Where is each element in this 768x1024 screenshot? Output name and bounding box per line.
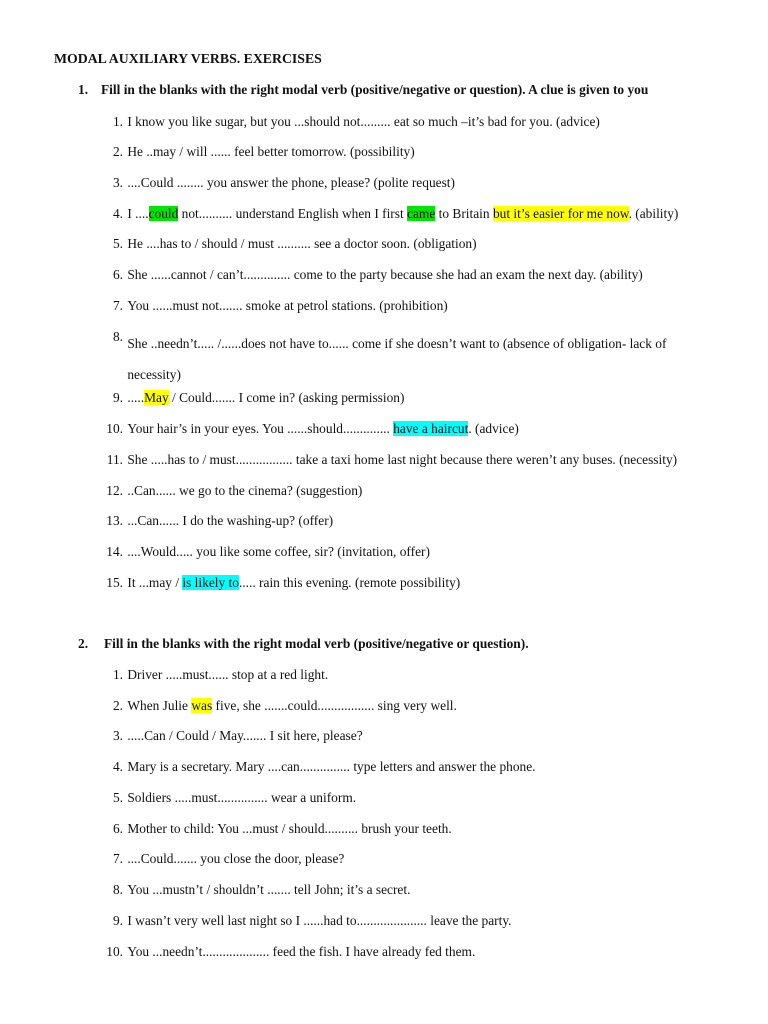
text-segment: You ...mustn’t / shouldn’t ....... tell John; it’s a secret. [127,882,411,897]
section-number: 2. [78,636,89,651]
exercise-item [100,944,475,960]
text-segment: I know you like sugar, but you ...should not......... eat so much –it’s bad for you. (advice) [127,114,600,129]
item-text [127,390,404,406]
item-text [127,882,410,898]
exercise-item [100,114,600,130]
item-text [127,944,475,960]
text-segment: Soldiers .....must............... wear a uniform. [127,790,357,805]
item-number: 4. [112,759,123,774]
exercise-item [100,851,344,867]
highlighted-text: was [191,698,213,713]
item-text [127,114,600,130]
section-heading-1 [78,82,648,98]
exercise-item [100,483,362,499]
item-number: 11. [106,452,123,467]
item-number: 6. [112,267,123,282]
text-segment: ..... rain this evening. (remote possibility) [238,575,461,590]
item-text [127,821,451,837]
text-segment: Your hair’s in your eyes. You ......should.............. [127,421,394,436]
exercise-item [100,236,477,252]
exercise-item [100,667,328,683]
exercise-item [100,821,452,837]
text-segment: ..... [127,390,145,405]
text-segment: ..Can...... we go to the cinema? (suggestion) [127,483,363,498]
text-segment: Driver .....must...... stop at a red light. [127,667,329,682]
text-segment: I wasn’t very well last night so I ......had to..................... leave the party. [127,913,512,928]
item-text [127,698,457,714]
text-segment: When Julie [127,698,192,713]
item-number: 5. [112,236,123,251]
text-segment: Mother to child: You ...must / should.......... brush your teeth. [127,821,452,836]
item-text [127,206,678,222]
item-number: 12. [106,483,123,498]
item-number: 3. [112,728,123,743]
item-text [127,144,414,160]
item-text [127,236,476,252]
section-heading-text: Fill in the blanks with the right modal verb (positive/negative or question). [104,636,529,651]
text-segment: to Britain [435,206,493,221]
item-number: 13. [106,513,123,528]
text-segment: He ....has to / should / must .......... see a doctor soon. (obligation) [127,236,477,251]
text-segment: .....Can / Could / May....... I sit here, please? [127,728,363,743]
exercise-item [100,759,536,775]
item-number: 15. [106,575,123,590]
text-segment: five, she .......could................. sing very well. [212,698,457,713]
text-segment: ....Would..... you like some coffee, sir? (invitation, offer) [127,544,430,559]
item-text [127,267,642,283]
exercise-item [100,298,448,314]
section-heading-text: Fill in the blanks with the right modal verb (positive/negative or question). A clue is given to you [101,82,649,97]
item-text [127,728,362,744]
exercise-item [100,913,512,929]
item-text [127,175,455,191]
item-text [127,329,717,390]
text-segment: . (advice) [468,421,519,436]
text-segment: It ...may / [127,575,183,590]
item-text [127,913,511,929]
document-title: MODAL AUXILIARY VERBS. EXERCISES [54,51,322,66]
item-number: 7. [112,851,123,866]
item-number: 8. [112,329,123,344]
exercise-item [100,698,457,714]
section-heading-2 [78,636,529,652]
item-number: 2. [112,698,123,713]
item-text [127,851,344,867]
item-text [127,575,460,591]
item-text [127,667,328,683]
exercise-item [100,728,363,744]
item-text [127,790,356,806]
text-segment: Mary is a secretary. Mary ....can............... type letters and answer the phone. [127,759,536,774]
exercise-item [100,421,519,437]
item-number: 1. [112,114,123,129]
item-text [127,452,677,468]
item-number: 10. [106,944,123,959]
exercise-item [100,790,356,806]
exercise-item [100,144,415,160]
exercise-item [100,175,455,191]
text-segment: He ..may / will ...... feel better tomorrow. (possibility) [127,144,415,159]
highlighted-text: could [148,206,179,221]
exercise-item [100,206,678,222]
exercise-item [100,513,333,529]
item-number: 14. [106,544,123,559]
exercise-item [100,544,430,560]
item-number: 6. [112,821,123,836]
item-text [127,421,519,437]
item-number: 9. [112,913,123,928]
exercise-item [100,267,643,283]
exercise-item [100,452,677,468]
exercise-item [100,390,404,406]
item-number: 10. [106,421,123,436]
exercise-item [100,882,410,898]
text-segment: You ......must not....... smoke at petrol stations. (prohibition) [127,298,448,313]
item-number: 4. [112,206,123,221]
item-text [127,544,430,560]
section-number: 1. [78,82,89,97]
item-text [127,483,362,499]
text-segment: ....Could....... you close the door, please? [127,851,345,866]
item-text [127,513,333,529]
text-segment: I .... [127,206,149,221]
text-segment: She .....has to / must................. take a taxi home last night because there weren’t any buses. (necessity) [127,452,678,467]
text-segment: not.......... understand English when I first [178,206,408,221]
item-number: 5. [112,790,123,805]
text-segment: . (ability) [628,206,679,221]
highlighted-text: May [144,390,169,405]
item-text [127,298,447,314]
highlighted-text: but it’s easier for me now [492,206,629,221]
text-segment: ...Can...... I do the washing-up? (offer) [127,513,334,528]
highlighted-text: have a haircut [393,421,469,436]
item-number: 3. [112,175,123,190]
text-segment: / Could....... I come in? (asking permission) [168,390,405,405]
text-segment: You ...needn’t.................... feed the fish. I have already fed them. [127,944,476,959]
text-segment: ....Could ........ you answer the phone, please? (polite request) [127,175,455,190]
text-segment: She ......cannot / can’t.............. come to the party because she had an exam the next day. (ability) [127,267,643,282]
text-segment: She ..needn’t..... /......does not have to...... come if she doesn’t want to (absence of obligation- lack of necessity) [127,336,667,382]
item-text [127,759,535,775]
highlighted-text: is likely to [182,575,239,590]
item-number: 2. [112,144,123,159]
item-number: 1. [112,667,123,682]
item-number: 9. [112,390,123,405]
highlighted-text: came [407,206,436,221]
item-number: 7. [112,298,123,313]
exercise-item [100,575,460,591]
item-number: 8. [112,882,123,897]
exercise-item [100,329,717,390]
